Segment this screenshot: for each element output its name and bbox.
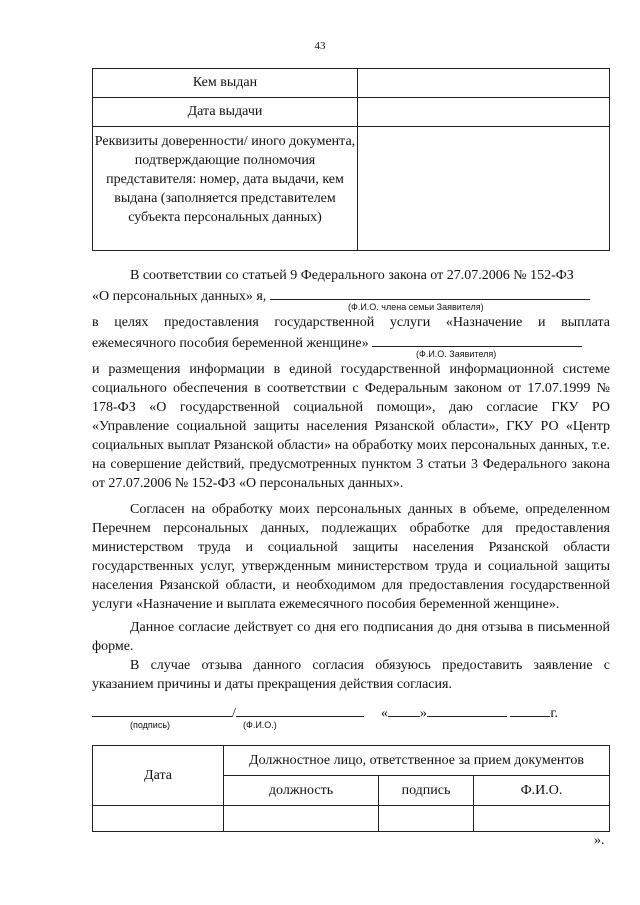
row-value-power-of-attorney[interactable] — [358, 127, 610, 251]
signature-header: подпись — [379, 776, 474, 806]
full-name-header: Ф.И.О. — [474, 776, 610, 806]
position-cell[interactable] — [224, 806, 379, 832]
table-row — [93, 806, 610, 832]
applicant-name-field[interactable] — [372, 332, 582, 347]
date-quote-close: » — [419, 706, 427, 721]
consent-paragraph-4: В случае отзыва данного согласия обязуюсь предоставить заявление с указанием причины и даты прекращения действия согласия. — [92, 658, 610, 692]
signature-cell[interactable] — [379, 806, 474, 832]
table-row — [93, 746, 610, 776]
consent-paragraph-2: Согласен на обработку моих персональных данных в объеме, определенном Перечнем персональных данных, подлежащих обработке для предоставления министерством труда и социальной защиты населения Рязанской области государственных услуг, утвержденным министерством труда и социальной защиты населения Рязанской области, и необходимом для предоставления государственной услуги «Назначение и выплата ежемесячного пособия беременной женщине». — [92, 502, 610, 612]
date-year-field[interactable] — [510, 702, 550, 717]
representative-document-table — [92, 68, 610, 251]
row-label-issued-by: Кем выдан — [93, 69, 358, 98]
date-day-field[interactable] — [388, 702, 420, 717]
date-month-field[interactable] — [427, 702, 507, 717]
position-header: должность — [224, 776, 379, 806]
caption-signature: (подпись) — [130, 720, 171, 730]
row-value-issue-date[interactable] — [358, 98, 610, 127]
row-label-power-of-attorney: Реквизиты доверенности/ иного документа, подтверждающие полномочия представителя: номер, дата выдачи, кем выдана (заполняется представителем субъекта персональных данных) — [93, 127, 358, 251]
date-quote-open: « — [380, 706, 388, 721]
caption-name: (Ф.И.О.) — [243, 720, 277, 730]
table-row — [93, 69, 610, 98]
date-cell[interactable] — [93, 806, 224, 832]
consent-paragraph-1-rest: и размещения информации в единой государственной информационной системе социального обеспечения в соответствии с Федеральным законом от 17.07.1999 № 178-ФЗ «О государственной социальной помощи», даю согласие ГКУ РО «Управление социальной защиты населения Рязанской области», ГКУ РО «Центр социальных выплат Рязанской области» на обработку моих персональных данных, т.е. на совершение действий, предусмотренных пунктом 3 статьи 3 Федерального закона от 27.07.2006 № 152-ФЗ «О персональных данных». — [92, 362, 610, 491]
consent-paragraph-3: Данное согласие действует со дня его подписания до дня отзыва в письменной форме. — [92, 620, 610, 654]
member-name-field[interactable] — [270, 285, 590, 300]
table-row — [93, 98, 610, 127]
caption-member-name: (Ф.И.О. члена семьи Заявителя) — [348, 302, 484, 312]
page-number: 43 — [314, 40, 326, 52]
table-row — [93, 127, 610, 251]
document-acceptance-table — [92, 745, 610, 832]
consent-i-text: «О персональных данных» я, — [92, 289, 267, 304]
row-value-issued-by[interactable] — [358, 69, 610, 98]
year-suffix: г. — [550, 706, 559, 721]
end-mark: ». — [594, 833, 605, 848]
consent-purpose-text: в целях предоставления государственной услуги «Назначение и выплата ежемесячного пособия беременной женщине» — [92, 315, 610, 351]
row-label-issue-date: Дата выдачи — [93, 98, 358, 127]
signature-field[interactable] — [92, 702, 232, 717]
consent-purpose — [92, 313, 610, 353]
signer-name-field[interactable] — [236, 702, 364, 717]
consent-intro-line: В соответствии со статьей 9 Федерального закона от 27.07.2006 № 152-ФЗ — [130, 268, 574, 283]
signature-row — [92, 702, 610, 722]
consent-paragraph-1 — [92, 266, 610, 306]
date-header: Дата — [93, 746, 224, 806]
official-header: Должностное лицо, ответственное за прием документов — [224, 746, 610, 776]
full-name-cell[interactable] — [474, 806, 610, 832]
caption-applicant-name: (Ф.И.О. Заявителя) — [416, 349, 497, 359]
signature-separator: / — [232, 706, 236, 721]
